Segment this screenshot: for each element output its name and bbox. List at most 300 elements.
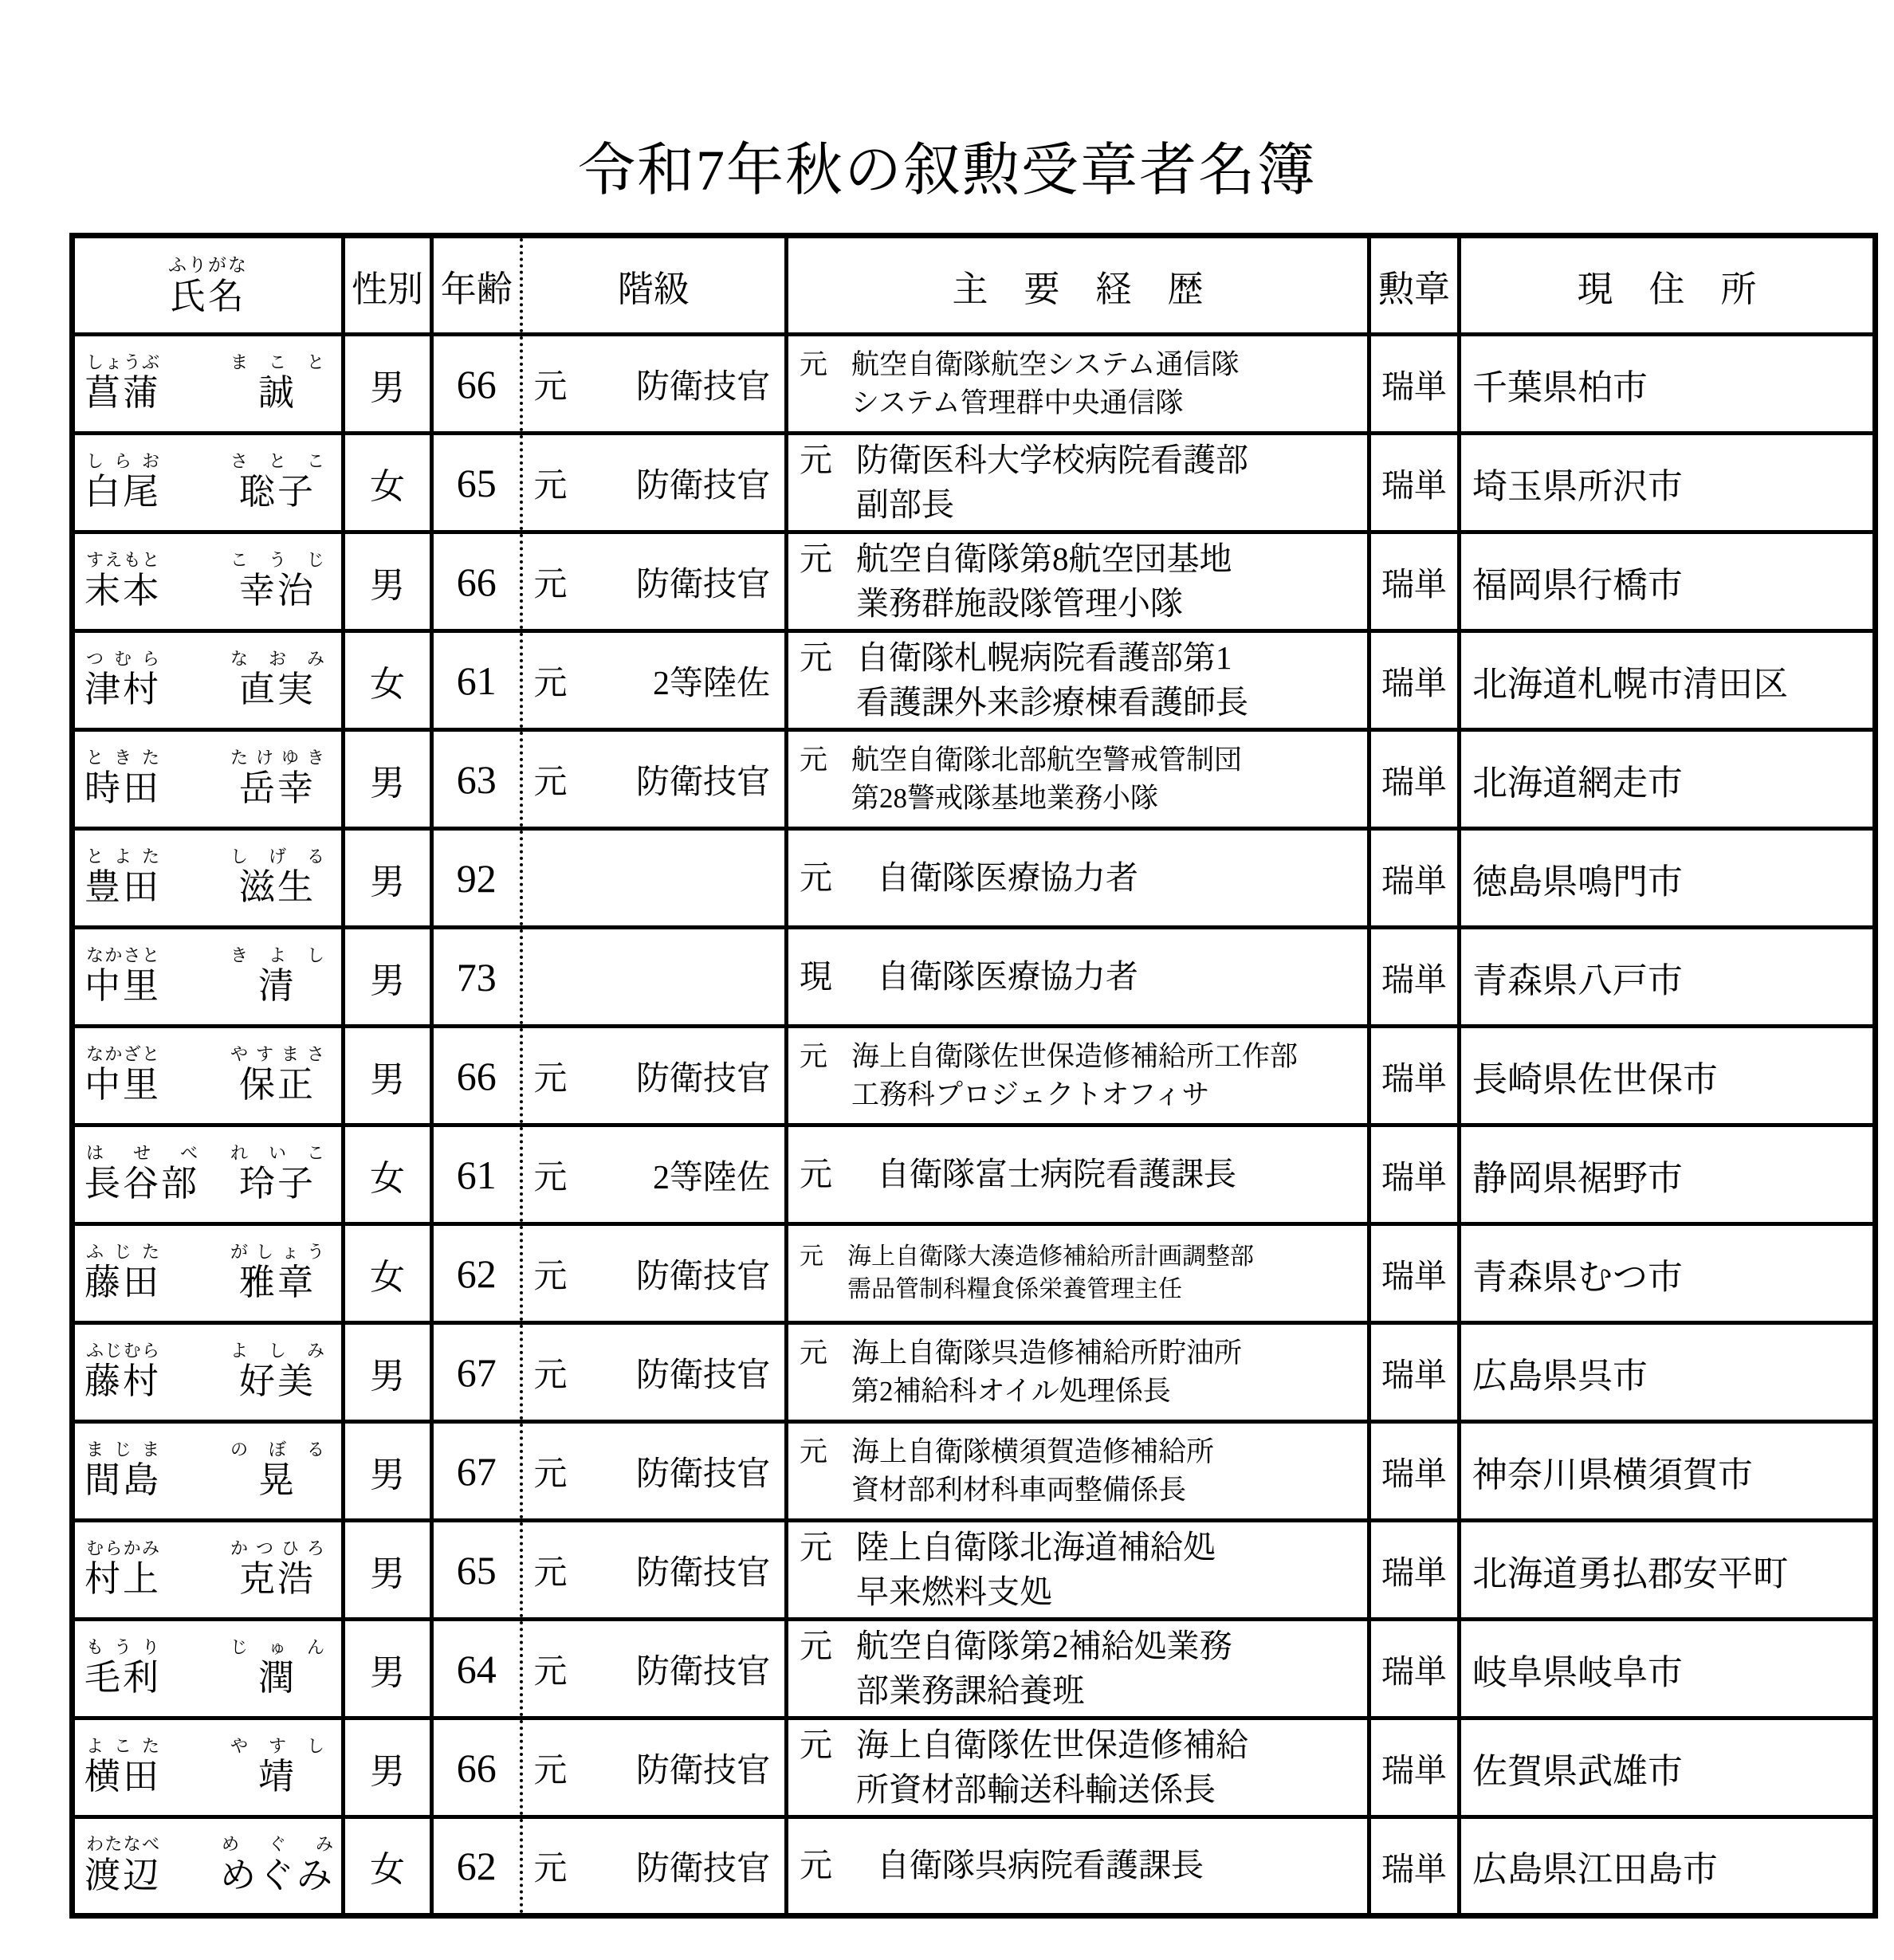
rank-value: 防衛技官 — [636, 1554, 771, 1592]
name-cell — [73, 434, 344, 532]
givenname-furigana: まこと — [230, 352, 324, 372]
surname-furigana: もうり — [86, 1636, 160, 1657]
surname-block — [84, 1735, 220, 1797]
surname-furigana: しょうぶ — [86, 352, 160, 372]
rank-prefix: 元 — [533, 566, 568, 603]
givenname: 聡子 — [238, 472, 316, 513]
rank-cell — [521, 730, 787, 829]
givenname-furigana: さとこ — [230, 450, 324, 471]
career-prefix: 元 — [800, 639, 833, 677]
rank-prefix: 元 — [533, 1851, 568, 1887]
career-prefix: 元 — [800, 744, 828, 776]
table-row — [73, 928, 1876, 1027]
address-cell: 長崎県佐世保市 — [1460, 1027, 1876, 1125]
career-prefix: 元 — [800, 540, 833, 578]
medal-cell: 瑞単 — [1369, 1027, 1460, 1125]
givenname: 潤 — [257, 1658, 297, 1699]
surname-furigana: むらかみ — [86, 1538, 160, 1558]
career-line: 航空自衛隊第2補給処業務 — [856, 1628, 1232, 1665]
page-title: 令和7年秋の叙勲受章者名簿 — [577, 139, 1316, 202]
givenname-block — [220, 352, 335, 414]
career-line: 陸上自衛隊北海道補給処 — [856, 1529, 1216, 1566]
gender-cell: 女 — [344, 631, 432, 730]
name-cell — [73, 1224, 344, 1323]
rank-value: 防衛技官 — [636, 1060, 771, 1098]
gender-cell: 女 — [344, 1125, 432, 1224]
age-cell: 61 — [432, 1125, 521, 1224]
career-line: 海上自衛隊呉造修補給所貯油所 — [851, 1337, 1243, 1369]
career-prefix: 元 — [800, 858, 833, 896]
gender-cell: 男 — [344, 1521, 432, 1620]
rank-prefix: 元 — [533, 665, 568, 702]
medal-cell: 瑞単 — [1369, 928, 1460, 1027]
gender-cell: 男 — [344, 928, 432, 1027]
table-row — [73, 1620, 1876, 1718]
surname-furigana: なかざと — [86, 1043, 160, 1064]
rank-prefix: 元 — [533, 1455, 568, 1493]
givenname-block — [220, 1142, 335, 1204]
givenname: 玲子 — [238, 1164, 316, 1204]
givenname: 雅章 — [238, 1263, 316, 1303]
career-cell — [787, 928, 1369, 1027]
career-lines — [856, 438, 1248, 527]
surname-furigana: すえもと — [86, 549, 160, 570]
gender-cell: 男 — [344, 1027, 432, 1125]
surname: 豊田 — [84, 867, 162, 908]
address-cell: 千葉県柏市 — [1460, 335, 1876, 434]
medal-cell: 瑞単 — [1369, 1125, 1460, 1224]
givenname: 晃 — [257, 1460, 297, 1501]
name-cell — [73, 1125, 344, 1224]
rank-cell — [521, 1718, 787, 1817]
surname-furigana: つむら — [86, 648, 160, 669]
career-cell — [787, 1224, 1369, 1323]
gender-cell: 男 — [344, 532, 432, 631]
career-cell — [787, 1817, 1369, 1916]
address-cell: 青森県八戸市 — [1460, 928, 1876, 1027]
surname-furigana: まじま — [86, 1439, 160, 1459]
givenname-block — [220, 1833, 335, 1895]
medal-cell: 瑞単 — [1369, 1224, 1460, 1323]
surname-block — [84, 1439, 220, 1501]
age-cell: 67 — [432, 1323, 521, 1422]
givenname-block — [220, 846, 335, 908]
surname-furigana: ふじむら — [86, 1340, 160, 1361]
career-line: 自衛隊医療協力者 — [877, 957, 1139, 995]
career-lines — [877, 856, 1138, 900]
career-line: 工務科プロジェクトオフィサ — [851, 1078, 1210, 1110]
surname: 渡辺 — [84, 1855, 162, 1895]
givenname-block — [220, 1735, 335, 1797]
gender-cell: 男 — [344, 1323, 432, 1422]
table-row — [73, 434, 1876, 532]
career-line: 自衛隊医療協力者 — [877, 858, 1139, 896]
rank-cell — [521, 1125, 787, 1224]
medal-cell: 瑞単 — [1369, 1620, 1460, 1718]
rank-value: 2等陸佐 — [653, 1159, 771, 1196]
career-line: 第2補給科オイル処理係長 — [851, 1375, 1171, 1407]
name-cell — [73, 1323, 344, 1422]
table-row — [73, 730, 1876, 829]
surname-block — [84, 1241, 220, 1303]
medal-cell: 瑞単 — [1369, 631, 1460, 730]
address-cell: 青森県むつ市 — [1460, 1224, 1876, 1323]
surname-block — [84, 1538, 220, 1600]
givenname: 好美 — [238, 1361, 316, 1402]
name-cell — [73, 928, 344, 1027]
career-cell — [787, 335, 1369, 434]
career-line: 自衛隊呉病院看護課長 — [877, 1847, 1204, 1884]
age-cell: 67 — [432, 1422, 521, 1521]
career-cell — [787, 1125, 1369, 1224]
age-cell: 66 — [432, 335, 521, 434]
rank-cell — [521, 631, 787, 730]
rank-prefix: 元 — [533, 764, 568, 801]
surname: 時田 — [84, 768, 162, 809]
rank-prefix: 元 — [533, 1060, 568, 1098]
career-line: 部業務課給養班 — [856, 1671, 1086, 1709]
age-cell: 62 — [432, 1817, 521, 1916]
age-cell: 64 — [432, 1620, 521, 1718]
career-cell — [787, 1323, 1369, 1422]
table-row — [73, 1125, 1876, 1224]
givenname-furigana: こうじ — [230, 549, 324, 570]
address-cell: 埼玉県所沢市 — [1460, 434, 1876, 532]
rank-value: 防衛技官 — [636, 1258, 771, 1295]
gender-cell: 男 — [344, 335, 432, 434]
address-cell: 佐賀県武雄市 — [1460, 1718, 1876, 1817]
surname-furigana: ふじた — [86, 1241, 160, 1262]
givenname-furigana: たけゆき — [230, 747, 324, 768]
name-cell — [73, 532, 344, 631]
medal-cell: 瑞単 — [1369, 434, 1460, 532]
career-cell — [787, 1521, 1369, 1620]
rank-cell — [521, 1323, 787, 1422]
age-cell: 62 — [432, 1224, 521, 1323]
surname: 藤村 — [84, 1361, 162, 1402]
gender-cell: 女 — [344, 1224, 432, 1323]
givenname-furigana: やすまさ — [230, 1043, 324, 1064]
givenname-block — [220, 1538, 335, 1600]
medal-cell: 瑞単 — [1369, 335, 1460, 434]
givenname-block — [220, 1439, 335, 1501]
header-rank: 階級 — [521, 236, 787, 335]
givenname: 岳幸 — [238, 768, 316, 809]
rank-cell — [521, 1620, 787, 1718]
age-cell: 66 — [432, 1718, 521, 1817]
career-cell — [787, 1620, 1369, 1718]
header-row — [73, 236, 1876, 335]
career-cell — [787, 434, 1369, 532]
career-prefix: 元 — [800, 1529, 833, 1566]
age-cell: 92 — [432, 829, 521, 928]
givenname-block — [220, 549, 335, 611]
givenname-block — [220, 1241, 335, 1303]
rank-prefix: 元 — [533, 1258, 568, 1295]
medal-cell: 瑞単 — [1369, 829, 1460, 928]
rank-cell — [521, 434, 787, 532]
gender-cell: 男 — [344, 730, 432, 829]
surname: 菖蒲 — [84, 373, 162, 414]
rank-prefix: 元 — [533, 1159, 568, 1196]
header-furigana-label: ふりがな — [168, 255, 248, 275]
surname: 毛利 — [84, 1658, 162, 1699]
medal-cell: 瑞単 — [1369, 1817, 1460, 1916]
career-lines — [877, 1153, 1236, 1196]
career-cell — [787, 829, 1369, 928]
address-cell: 広島県江田島市 — [1460, 1817, 1876, 1916]
career-line: 業務群施設隊管理小隊 — [856, 584, 1184, 622]
header-career: 主 要 経 歴 — [787, 236, 1369, 335]
address-cell: 北海道勇払郡安平町 — [1460, 1521, 1876, 1620]
surname-block — [84, 846, 220, 908]
table-body — [73, 335, 1876, 1916]
career-prefix: 元 — [800, 1243, 824, 1270]
surname-furigana: はせべ — [86, 1142, 198, 1163]
career-prefix: 元 — [800, 1726, 833, 1764]
givenname-furigana: れいこ — [230, 1142, 324, 1163]
givenname-block — [220, 450, 335, 513]
givenname-block — [220, 1636, 335, 1699]
givenname-furigana: なおみ — [230, 648, 324, 669]
rank-prefix: 元 — [533, 1752, 568, 1789]
surname-block — [84, 352, 220, 414]
rank-value: 防衛技官 — [636, 1357, 771, 1394]
rank-value: 防衛技官 — [636, 467, 771, 505]
table-row — [73, 1027, 1876, 1125]
givenname-furigana: がしょう — [230, 1241, 324, 1262]
career-line: 自衛隊札幌病院看護部第1 — [856, 639, 1232, 677]
career-line: 海上自衛隊佐世保造修補給 — [856, 1726, 1249, 1764]
givenname-furigana: しげる — [230, 846, 324, 866]
table-row — [73, 1422, 1876, 1521]
givenname-furigana: じゅん — [230, 1636, 324, 1657]
surname-furigana: よこた — [86, 1735, 160, 1756]
givenname: 直実 — [238, 670, 316, 710]
career-cell — [787, 1718, 1369, 1817]
surname-block — [84, 1043, 220, 1106]
rank-value: 2等陸佐 — [653, 665, 771, 702]
rank-cell — [521, 335, 787, 434]
rank-value: 防衛技官 — [636, 1653, 771, 1691]
address-cell: 広島県呉市 — [1460, 1323, 1876, 1422]
address-cell: 静岡県裾野市 — [1460, 1125, 1876, 1224]
givenname-block — [220, 945, 335, 1007]
givenname: 誠 — [257, 373, 297, 414]
rank-prefix: 元 — [533, 1554, 568, 1592]
address-cell: 北海道網走市 — [1460, 730, 1876, 829]
surname-block — [84, 1142, 220, 1204]
career-prefix: 元 — [800, 1628, 833, 1665]
career-cell — [787, 1422, 1369, 1521]
medal-cell: 瑞単 — [1369, 730, 1460, 829]
career-line: 所資材部輸送科輸送係長 — [856, 1770, 1216, 1808]
givenname-furigana: やすし — [230, 1735, 324, 1756]
givenname-furigana: めぐみ — [222, 1834, 334, 1855]
name-cell — [73, 1620, 344, 1718]
gender-cell: 女 — [344, 1817, 432, 1916]
table-row — [73, 829, 1876, 928]
surname-block — [84, 1340, 220, 1402]
rank-value: 防衛技官 — [636, 1851, 771, 1887]
surname: 村上 — [84, 1559, 162, 1600]
header-address: 現 住 所 — [1460, 236, 1876, 335]
gender-cell: 男 — [344, 1718, 432, 1817]
name-cell — [73, 829, 344, 928]
surname-furigana: しらお — [86, 450, 160, 471]
givenname: 保正 — [238, 1065, 316, 1106]
givenname: めぐみ — [220, 1855, 336, 1895]
career-line: 需品管制科糧食係栄養管理主任 — [847, 1275, 1183, 1302]
medal-cell: 瑞単 — [1369, 1323, 1460, 1422]
career-prefix: 元 — [800, 1337, 828, 1369]
career-line: 航空自衛隊航空システム通信隊 — [851, 349, 1240, 381]
table-row — [73, 1323, 1876, 1422]
address-cell: 徳島県鳴門市 — [1460, 829, 1876, 928]
rank-cell — [521, 928, 787, 1027]
givenname: 靖 — [257, 1757, 297, 1797]
medal-cell: 瑞単 — [1369, 532, 1460, 631]
career-cell — [787, 1027, 1369, 1125]
surname-block — [84, 549, 220, 611]
name-cell — [73, 335, 344, 434]
surname: 津村 — [84, 670, 162, 710]
career-lines — [851, 1334, 1242, 1410]
surname: 中里 — [84, 966, 162, 1007]
rank-prefix: 元 — [533, 467, 568, 505]
surname: 長谷部 — [84, 1164, 200, 1204]
table-row — [73, 1521, 1876, 1620]
age-cell: 65 — [432, 1521, 521, 1620]
surname-block — [84, 945, 220, 1007]
career-line: 航空自衛隊北部航空警戒管制団 — [851, 744, 1243, 776]
career-line: 第28警戒隊基地業務小隊 — [851, 782, 1159, 814]
address-cell: 岐阜県岐阜市 — [1460, 1620, 1876, 1718]
career-prefix: 元 — [800, 349, 828, 381]
givenname-furigana: かつひろ — [230, 1538, 324, 1558]
age-cell: 65 — [432, 434, 521, 532]
career-line: システム管理群中央通信隊 — [851, 387, 1184, 418]
surname-furigana: なかさと — [86, 945, 160, 965]
givenname-block — [220, 1043, 335, 1106]
rank-value: 防衛技官 — [636, 1455, 771, 1493]
table-row — [73, 1718, 1876, 1817]
address-cell: 北海道札幌市清田区 — [1460, 631, 1876, 730]
medal-cell: 瑞単 — [1369, 1718, 1460, 1817]
career-lines — [856, 1624, 1232, 1713]
rank-value: 防衛技官 — [636, 368, 771, 406]
roster-table — [69, 233, 1878, 1919]
name-cell — [73, 631, 344, 730]
career-cell — [787, 730, 1369, 829]
career-lines — [851, 1433, 1214, 1509]
career-prefix: 元 — [800, 1436, 828, 1468]
rank-prefix: 元 — [533, 1357, 568, 1394]
career-prefix: 現 — [800, 957, 833, 995]
career-line: 自衛隊富士病院看護課長 — [877, 1155, 1237, 1192]
name-cell — [73, 1027, 344, 1125]
rank-cell — [521, 532, 787, 631]
age-cell: 61 — [432, 631, 521, 730]
career-prefix: 元 — [800, 1847, 833, 1884]
career-line: 資材部利材科車両整備係長 — [851, 1474, 1187, 1506]
career-lines — [877, 955, 1138, 999]
career-lines — [851, 1038, 1298, 1114]
rank-prefix: 元 — [533, 1653, 568, 1691]
surname: 白尾 — [84, 472, 162, 513]
givenname: 克浩 — [238, 1559, 316, 1600]
age-cell: 66 — [432, 532, 521, 631]
rank-cell — [521, 1422, 787, 1521]
gender-cell: 男 — [344, 829, 432, 928]
career-line: 早来燃料支処 — [856, 1573, 1053, 1610]
rank-value: 防衛技官 — [636, 1752, 771, 1789]
rank-cell — [521, 1027, 787, 1125]
givenname-furigana: きよし — [230, 945, 324, 965]
career-line: 航空自衛隊第8航空団基地 — [856, 540, 1232, 578]
career-line: 副部長 — [856, 485, 955, 523]
givenname-block — [220, 648, 335, 710]
career-lines — [877, 1844, 1204, 1887]
table-row — [73, 532, 1876, 631]
address-cell: 神奈川県横須賀市 — [1460, 1422, 1876, 1521]
address-cell: 福岡県行橋市 — [1460, 532, 1876, 631]
career-prefix: 元 — [800, 1155, 833, 1192]
rank-value: 防衛技官 — [636, 566, 771, 603]
givenname-block — [220, 747, 335, 809]
name-cell — [73, 1817, 344, 1916]
career-prefix: 元 — [800, 442, 833, 479]
age-cell: 73 — [432, 928, 521, 1027]
gender-cell: 男 — [344, 1422, 432, 1521]
career-lines — [851, 346, 1240, 422]
career-lines — [856, 1526, 1216, 1614]
name-cell — [73, 1521, 344, 1620]
career-line: 海上自衛隊佐世保造修補給所工作部 — [851, 1041, 1299, 1073]
givenname-block — [220, 1340, 335, 1402]
header-name-label: 氏名 — [170, 277, 247, 316]
surname-furigana: とよた — [86, 846, 160, 866]
career-lines — [856, 636, 1248, 725]
surname: 横田 — [84, 1757, 162, 1797]
surname-block — [84, 648, 220, 710]
rank-cell — [521, 829, 787, 928]
name-cell — [73, 1422, 344, 1521]
surname-block — [84, 1636, 220, 1699]
career-lines — [856, 1723, 1248, 1812]
age-cell: 63 — [432, 730, 521, 829]
rank-value: 防衛技官 — [636, 764, 771, 801]
gender-cell: 男 — [344, 1620, 432, 1718]
name-cell — [73, 730, 344, 829]
header-medal: 勲章 — [1369, 236, 1460, 335]
medal-cell: 瑞単 — [1369, 1521, 1460, 1620]
table-row — [73, 1224, 1876, 1323]
career-lines — [856, 537, 1232, 626]
gender-cell: 女 — [344, 434, 432, 532]
career-line: 看護課外来診療棟看護師長 — [856, 683, 1249, 721]
career-lines — [851, 741, 1242, 817]
rank-cell — [521, 1521, 787, 1620]
surname-block — [84, 450, 220, 513]
rank-cell — [521, 1224, 787, 1323]
surname: 中里 — [84, 1065, 162, 1106]
career-line: 海上自衛隊横須賀造修補給所 — [851, 1436, 1215, 1468]
givenname: 清 — [257, 966, 297, 1007]
career-lines — [847, 1241, 1254, 1306]
surname-block — [84, 1833, 220, 1895]
rank-cell — [521, 1817, 787, 1916]
